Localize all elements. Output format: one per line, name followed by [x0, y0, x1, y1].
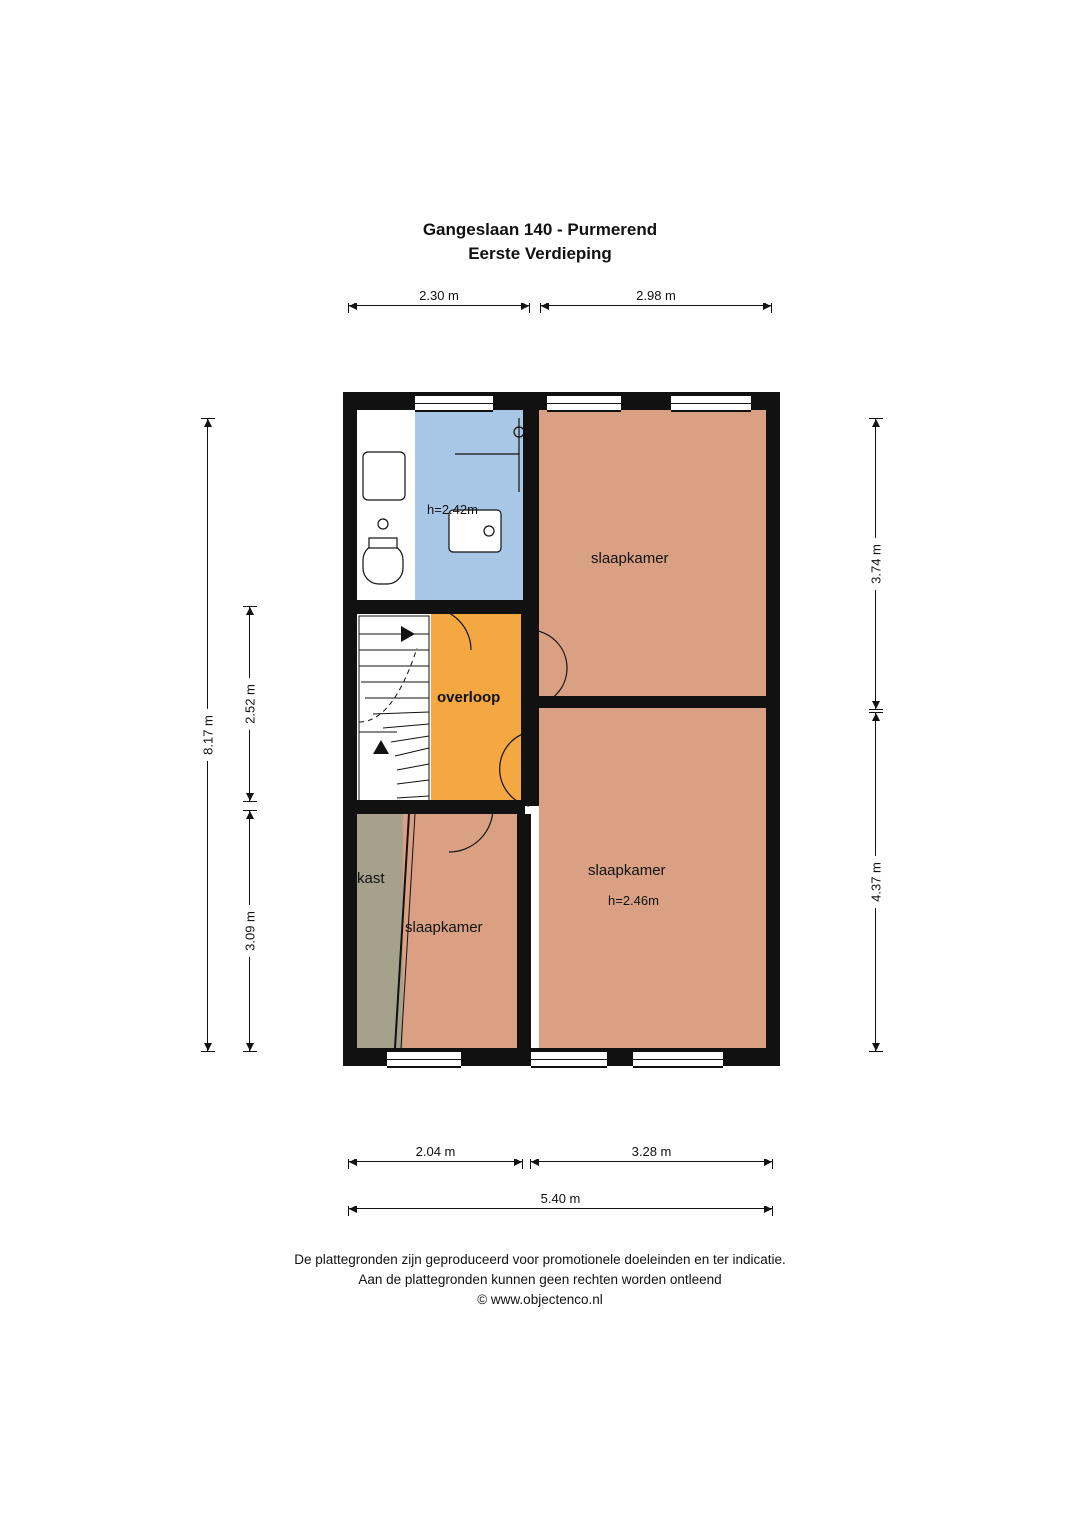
dim-top-left — [348, 288, 530, 316]
dim-bottom-left — [348, 1144, 523, 1172]
dim-bottom-left-label: 2.04 m — [410, 1144, 462, 1159]
dim-bottom-right-label: 3.28 m — [626, 1144, 678, 1159]
plan-title — [0, 218, 1080, 266]
dim-left-total-label: 8.17 m — [201, 709, 216, 761]
dim-left-total — [198, 418, 218, 1052]
dim-right-lower-label: 4.37 m — [869, 856, 884, 908]
footer-line-3: © www.objectenco.nl — [477, 1292, 603, 1307]
label-bedroom-rear: slaapkamer — [588, 862, 666, 879]
dim-bottom-total — [348, 1191, 773, 1219]
label-bathroom-height: h=2.42m — [427, 502, 478, 517]
dim-top-left-label: 2.30 m — [413, 288, 465, 303]
label-landing: overloop — [437, 689, 501, 706]
dim-bottom-right — [530, 1144, 773, 1172]
footer-disclaimer — [0, 1250, 1080, 1310]
dim-top-right — [540, 288, 772, 316]
title-address: Gangeslaan 140 - Purmerend — [422, 220, 658, 239]
title-floor: Eerste Verdieping — [468, 244, 612, 263]
dim-right-upper — [866, 418, 886, 710]
label-bedroom-front: slaapkamer — [591, 550, 669, 567]
dim-right-lower — [866, 712, 886, 1052]
label-closet: kast — [357, 870, 385, 887]
footer-line-2: Aan de plattegronden kunnen geen rechten worden ontleend — [358, 1272, 722, 1287]
label-bedroom-rear-height: h=2.46m — [608, 893, 659, 908]
dim-left-lower — [240, 810, 260, 1052]
closet-partition — [343, 392, 780, 1066]
label-bedroom-small: slaapkamer — [405, 919, 483, 936]
dim-bottom-total-label: 5.40 m — [535, 1191, 587, 1206]
floor-plan — [343, 392, 780, 1064]
dim-left-mid-label: 2.52 m — [243, 678, 258, 730]
dim-left-mid — [240, 606, 260, 802]
dim-right-upper-label: 3.74 m — [869, 538, 884, 590]
dim-left-lower-label: 3.09 m — [243, 905, 258, 957]
dim-top-right-label: 2.98 m — [630, 288, 682, 303]
footer-line-1: De plattegronden zijn geproduceerd voor promotionele doeleinden en ter indicatie. — [294, 1252, 786, 1267]
